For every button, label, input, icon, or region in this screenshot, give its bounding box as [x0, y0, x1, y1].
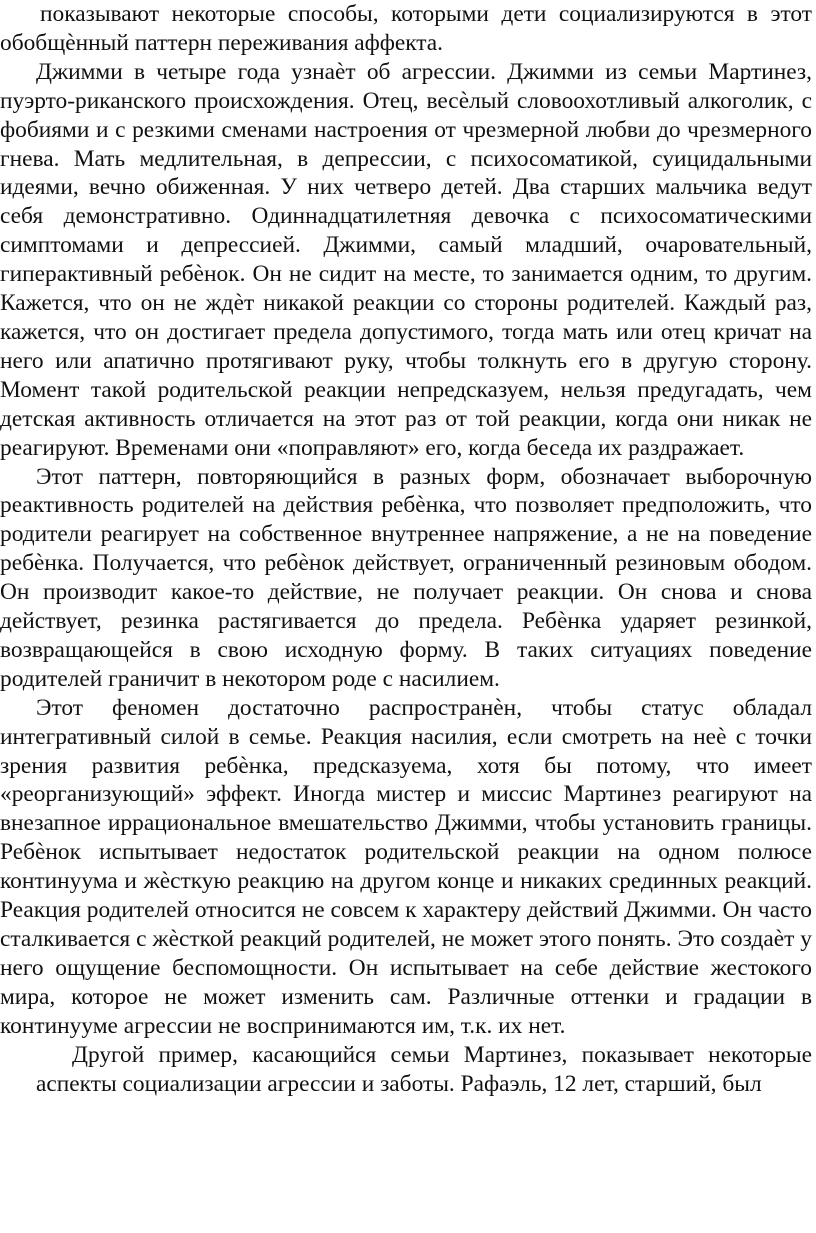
paragraph-phenomenon: Этот феномен достаточно распространѐн, чтобы статус обладал интегративный силой в семье. Реакция насилия, если смотреть на неѐ с точки зрения развития ребѐнка, предсказуема, хотя бы потому, что имеет «реорганизующий» эффект. Иногда мистер и миссис Мартинез реагируют на внезапное иррациональное вмешательство Джимми, чтобы установить границы. Ребѐнок испытывает недостаток родительской реакции на одном полюсе континуума и жѐсткую реакцию на другом конце и никаких срединных реакций. Реакция родителей относится не совсем к характеру действий Джимми. Он часто сталкивается с жѐсткой реакций родителей, не может этого понять. Это создаѐт у него ощущение беспомощности. Он испытывает на себе действие жестокого мира, которое не может изменить сам. Различные оттенки и градации в континууме агрессии не воспринимаются им, т.к. их нет.	[0, 694, 812, 1039]
paragraph-another-example: Другой пример, касающийся семьи Мартинез, показывает некоторые аспекты социализации агрессии и заботы. Рафаэль, 12 лет, старший, был	[36, 1041, 812, 1097]
paragraph-continuation: показывают некоторые способы, которыми дети социализируются в этот обобщѐнный паттерн переживания аффекта.	[0, 1, 812, 56]
paragraph-jimmy-intro: Джимми в четыре года узнаѐт об агрессии. Джимми из семьи Мартинез, пуэрто-риканского происхождения. Отец, весѐлый словоохотливый алкоголик, с фобиями и с резкими сменами настроения от чрезмерной любви до чрезмерного гнева. Мать медлительная, в депрессии, с психосоматикой, суицидальными идеями, вечно обиженная. У них четверо детей. Два старших мальчика ведут себя демонстративно. Одиннадцатилетняя девочка с психосоматическими симптомами и депрессией. Джимми, самый младший, очаровательный, гиперактивный ребѐнок. Он не сидит на месте, то занимается одним, то другим. Кажется, что он не ждѐт никакой реакции со стороны родителей. Каждый раз, кажется, что он достигает предела допустимого, тогда мать или отец кричат на него или апатично протягивают руку, чтобы толкнуть его в другую сторону. Момент такой родительской реакции непредсказуем, нельзя предугадать, чем детская активность отличается на этот раз от той реакции, когда они никак не реагируют. Временами они «поправляют» его, когда беседа их раздражает.	[0, 58, 812, 461]
paragraph-pattern: Этот паттерн, повторяющийся в разных форм, обозначает выборочную реактивность родителей на действия ребѐнка, что позволяет предположить, что родители реагирует на собственное внутреннее напряжение, а не на поведение ребѐнка. Получается, что ребѐнок действует, ограниченный резиновым ободом. Он производит какое-то действие, не получает реакции. Он снова и снова действует, резинка растягивается до предела. Ребѐнка ударяет резинкой, возвращающейся в свою исходную форму. В таких ситуациях поведение родителей граничит в некотором роде с насилием.	[0, 463, 812, 692]
